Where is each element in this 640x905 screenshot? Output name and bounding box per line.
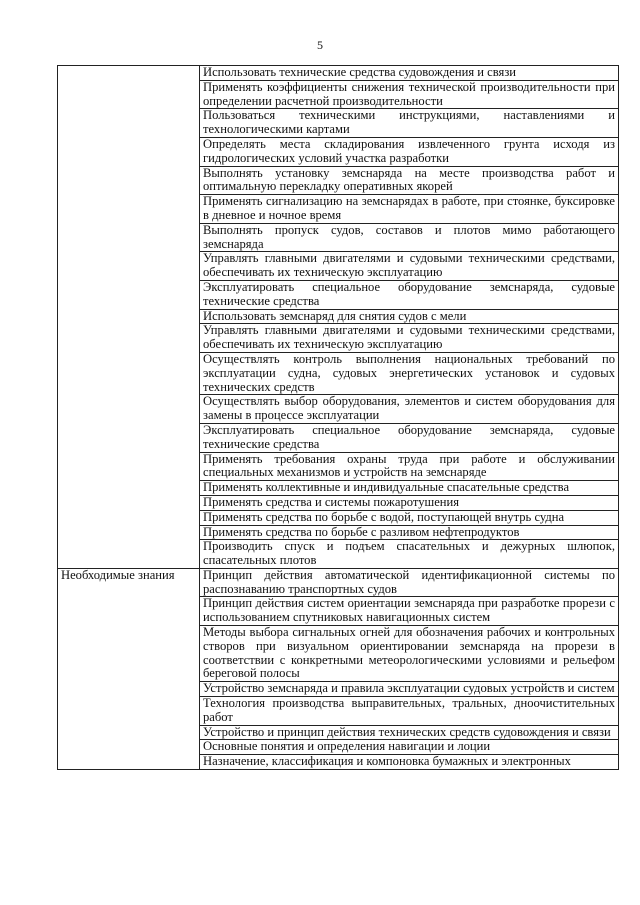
knowledge-item: Устройство земснаряда и правила эксплуатации судовых устройств и систем [200, 682, 619, 697]
section-label: Необходимые знания [58, 568, 200, 769]
knowledge-item: Принцип действия систем ориентации земснаряда при разработке прорези с использованием спутниковых навигационных систем [200, 597, 619, 626]
skill-item: Управлять главными двигателями и судовыми техническими средствами, обеспечивать их техническую эксплуатацию [200, 324, 619, 353]
skill-item: Использовать земснаряд для снятия судов с мели [200, 309, 619, 324]
knowledge-item: Устройство и принцип действия технических средств судовождения и связи [200, 725, 619, 740]
skill-item: Осуществлять контроль выполнения национальных требований по эксплуатации судна, судовых энергетических установок и судовых технических средств [200, 352, 619, 394]
skill-item: Применять сигнализацию на земснарядах в работе, при стоянке, буксировке в дневное и ночное время [200, 195, 619, 224]
skill-item: Выполнять установку земснаряда на месте производства работ и оптимальную перекладку оперативных якорей [200, 166, 619, 195]
skill-item: Применять коэффициенты снижения технической производительности при определении расчетной производительности [200, 80, 619, 109]
skill-item: Выполнять пропуск судов, составов и плотов мимо работающего земснаряда [200, 223, 619, 252]
table-row [58, 568, 619, 597]
page-number: 5 [317, 38, 323, 52]
skill-item: Применять средства по борьбе с разливом нефтепродуктов [200, 525, 619, 540]
knowledge-item: Принцип действия автоматической идентификационной системы по распознаванию транспортных судов [200, 568, 619, 597]
skill-item: Применять средства по борьбе с водой, поступающей внутрь судна [200, 510, 619, 525]
skill-item: Применять средства и системы пожаротушения [200, 495, 619, 510]
skill-item: Эксплуатировать специальное оборудование земснаряда, судовые технические средства [200, 423, 619, 452]
requirements-table [57, 65, 619, 770]
skill-item: Пользоваться техническими инструкциями, наставлениями и технологическими картами [200, 109, 619, 138]
table-row [58, 66, 619, 81]
skill-item: Эксплуатировать специальное оборудование земснаряда, судовые технические средства [200, 280, 619, 309]
knowledge-item: Основные понятия и определения навигации и лоции [200, 740, 619, 755]
knowledge-item: Методы выбора сигнальных огней для обозначения рабочих и контрольных створов при визуальном ориентировании земснаряда на прорези в соответствии с конкретными метеорологическими условиями и рельефом береговой полосы [200, 626, 619, 682]
knowledge-item: Назначение, классификация и компоновка бумажных и электронных [200, 755, 619, 770]
skill-item: Применять коллективные и индивидуальные спасательные средства [200, 481, 619, 496]
section-label [58, 66, 200, 569]
skill-item: Производить спуск и подъем спасательных и дежурных шлюпок, спасательных плотов [200, 540, 619, 569]
skill-item: Управлять главными двигателями и судовыми техническими средствами, обеспечивать их техническую эксплуатацию [200, 252, 619, 281]
skill-item: Определять места складирования извлеченного грунта исходя из гидрологических условий участка разработки [200, 137, 619, 166]
knowledge-item: Технология производства выправительных, тральных, дноочистительных работ [200, 697, 619, 726]
skill-item: Использовать технические средства судовождения и связи [200, 66, 619, 81]
skill-item: Применять требования охраны труда при работе и обслуживании специальных механизмов и устройств на земснаряде [200, 452, 619, 481]
skill-item: Осуществлять выбор оборудования, элементов и систем оборудования для замены в процессе эксплуатации [200, 395, 619, 424]
